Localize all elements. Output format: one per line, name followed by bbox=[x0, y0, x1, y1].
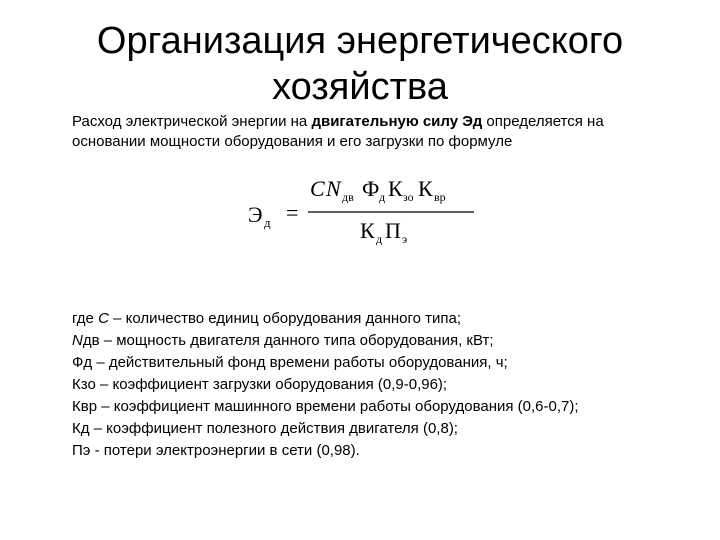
definition-kvr: Квр – коэффициент машинного времени работы оборудования (0,6-0,7); bbox=[72, 398, 579, 415]
intro-text-1: Расход электрической энергии на bbox=[72, 113, 312, 130]
formula-num-n-sub: дв bbox=[342, 190, 354, 204]
formula-den-kd: К bbox=[360, 218, 375, 243]
formula-num-f: Ф bbox=[362, 176, 380, 201]
formula-num-kzo-sub: зо bbox=[403, 190, 414, 204]
formula-num-kvr: К bbox=[418, 176, 433, 201]
definitions-list bbox=[72, 308, 712, 462]
definition-f: Фд – действительный фонд времени работы оборудования, ч; bbox=[72, 354, 508, 371]
definition-n-text: дв – мощность двигателя данного типа оборудования, кВт; bbox=[82, 332, 494, 349]
formula-svg bbox=[240, 172, 490, 252]
formula-equals: = bbox=[286, 200, 299, 225]
formula-den-p: П bbox=[385, 218, 401, 243]
formula-den-kd-sub: д bbox=[376, 232, 383, 246]
formula-num-kzo: К bbox=[388, 176, 403, 201]
energy-formula bbox=[240, 172, 490, 252]
slide-title: Организация энергетического хозяйства bbox=[96, 20, 624, 108]
definition-c-text: – количество единиц оборудования данного типа; bbox=[108, 310, 462, 327]
intro-text-2: определяется на основании мощности оборудования и его загрузки по формуле bbox=[72, 113, 604, 150]
formula-num-c: C bbox=[310, 176, 325, 201]
formula-num-f-sub: д bbox=[379, 190, 386, 204]
formula-lhs-symbol: Э bbox=[248, 202, 263, 227]
definition-p: Пэ - потери электроэнергии в сети (0,98). bbox=[72, 442, 360, 459]
definition-c bbox=[72, 308, 712, 330]
definition-n bbox=[72, 330, 712, 352]
formula-lhs-sub: д bbox=[264, 215, 271, 230]
intro-paragraph bbox=[72, 112, 672, 152]
definition-c-symbol: С bbox=[98, 310, 109, 327]
definition-c-prefix: где bbox=[72, 310, 99, 327]
definition-n-symbol: N bbox=[72, 332, 83, 349]
definition-kd: Кд – коэффициент полезного действия двигателя (0,8); bbox=[72, 420, 458, 437]
formula-num-kvr-sub: вр bbox=[434, 190, 446, 204]
intro-bold-term: двигательную силу Эд bbox=[311, 113, 483, 130]
definition-kzo: Кзо – коэффициент загрузки оборудования (0,9-0,96); bbox=[72, 376, 448, 393]
formula-den-p-sub: э bbox=[402, 232, 408, 246]
formula-num-n: N bbox=[326, 176, 341, 201]
